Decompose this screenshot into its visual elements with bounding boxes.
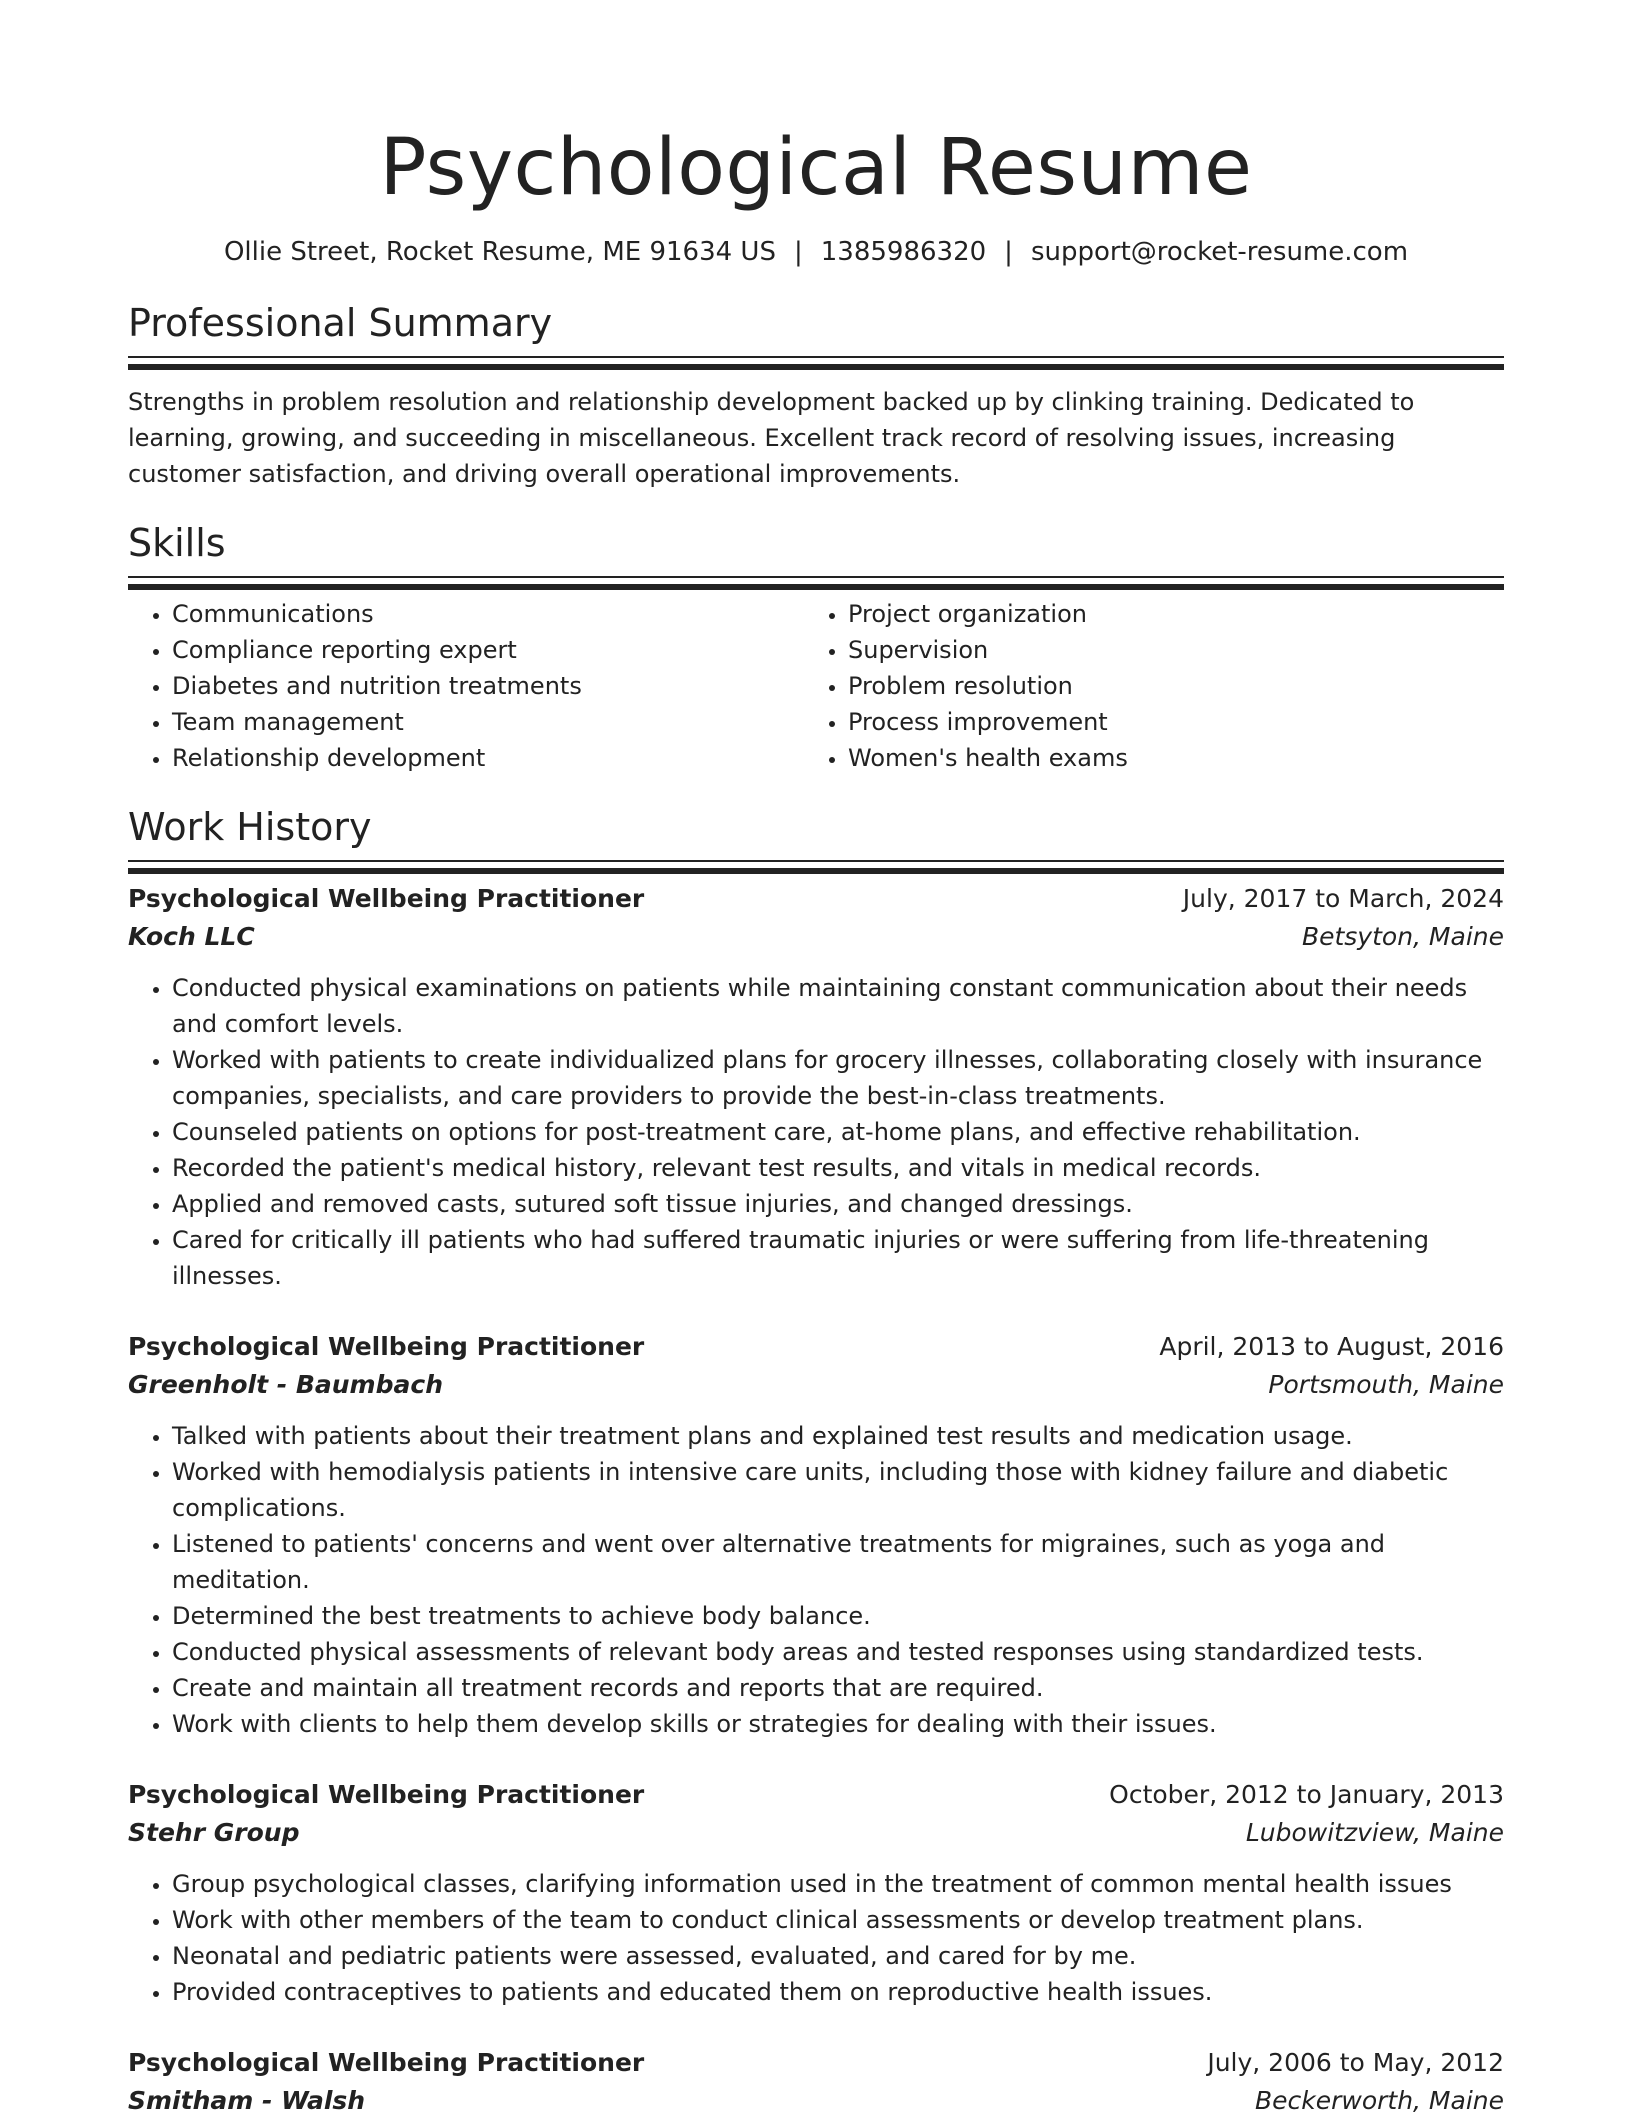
job-dates: April, 2013 to August, 2016 xyxy=(1159,1332,1504,1361)
job-bullet: • Work with clients to help them develop skills or strategies for dealing with their issues. xyxy=(172,1706,1504,1742)
job-header-row xyxy=(128,880,1504,918)
job-bullet: • Work with other members of the team to conduct clinical assessments or develop treatment plans. xyxy=(172,1902,1504,1938)
job-bullet: • Conducted physical examinations on patients while maintaining constant communication about their needs and comfort levels. xyxy=(172,970,1504,1042)
job-bullet: • Applied and removed casts, sutured soft tissue injuries, and changed dressings. xyxy=(172,1186,1504,1222)
job-bullet: • Worked with hemodialysis patients in intensive care units, including those with kidney failure and diabetic complications. xyxy=(172,1454,1504,1526)
job-bullets xyxy=(128,1866,1504,2010)
job-header-row xyxy=(128,2044,1504,2082)
skill-item: • Supervision xyxy=(848,632,1480,668)
job-bullet: • Provided contraceptives to patients and educated them on reproductive health issues. xyxy=(172,1974,1504,2010)
job-bullet: • Talked with patients about their treatment plans and explained test results and medication usage. xyxy=(172,1418,1504,1454)
job-company: Stehr Group xyxy=(128,1818,300,1847)
section-divider xyxy=(128,356,1504,358)
job-bullet: • Listened to patients' concerns and went over alternative treatments for migraines, such as yoga and meditation. xyxy=(172,1526,1504,1598)
skill-item: • Project organization xyxy=(848,596,1480,632)
contact-line xyxy=(128,234,1504,270)
job-bullets xyxy=(128,1418,1504,1742)
skill-item: • Women's health exams xyxy=(848,740,1480,776)
job-location: Portsmouth, Maine xyxy=(1268,1370,1504,1399)
job-entry xyxy=(128,880,1504,1294)
job-company: Smitham - Walsh xyxy=(128,2086,366,2115)
section-divider xyxy=(128,576,1504,578)
skills-list-right xyxy=(804,596,1480,776)
skill-item: • Communications xyxy=(172,596,804,632)
job-dates: July, 2006 to May, 2012 xyxy=(1207,2048,1504,2077)
contact-address: Ollie Street, Rocket Resume, ME 91634 US xyxy=(223,237,776,267)
job-entry xyxy=(128,2044,1504,2120)
job-company: Koch LLC xyxy=(128,922,255,951)
skill-item: • Relationship development xyxy=(172,740,804,776)
job-subheader-row xyxy=(128,1814,1504,1852)
job-title: Psychological Wellbeing Practitioner xyxy=(128,2048,645,2077)
contact-separator: | xyxy=(793,237,803,267)
job-bullet: • Worked with patients to create individualized plans for grocery illnesses, collaborating closely with insurance companies, specialists, and care providers to provide the best-in-class treatments. xyxy=(172,1042,1504,1114)
skill-item: • Team management xyxy=(172,704,804,740)
work-history-section xyxy=(128,802,1504,2120)
job-bullet: • Conducted physical assessments of relevant body areas and tested responses using standardized tests. xyxy=(172,1634,1504,1670)
job-bullets xyxy=(128,970,1504,1294)
job-bullet: • Group psychological classes, clarifying information used in the treatment of common mental health issues xyxy=(172,1866,1504,1902)
job-bullet: • Counseled patients on options for post-treatment care, at-home plans, and effective rehabilitation. xyxy=(172,1114,1504,1150)
job-header-row xyxy=(128,1328,1504,1366)
section-heading-summary: Professional Summary xyxy=(128,301,553,345)
job-entry xyxy=(128,1776,1504,2010)
skill-item: • Diabetes and nutrition treatments xyxy=(172,668,804,704)
job-company: Greenholt - Baumbach xyxy=(128,1370,443,1399)
job-location: Lubowitzview, Maine xyxy=(1245,1818,1504,1847)
skills-section xyxy=(128,518,1504,776)
skill-item: • Compliance reporting expert xyxy=(172,632,804,668)
skill-item: • Problem resolution xyxy=(848,668,1480,704)
job-bullet: • Determined the best treatments to achieve body balance. xyxy=(172,1598,1504,1634)
job-header-row xyxy=(128,1776,1504,1814)
job-dates: October, 2012 to January, 2013 xyxy=(1109,1780,1504,1809)
job-bullet: • Cared for critically ill patients who had suffered traumatic injuries or were suffering from life-threatening illnesses. xyxy=(172,1222,1504,1294)
job-subheader-row xyxy=(128,918,1504,956)
skills-list-left xyxy=(128,596,804,776)
section-divider xyxy=(128,860,1504,862)
section-heading-skills: Skills xyxy=(128,521,226,565)
job-location: Betsyton, Maine xyxy=(1301,922,1504,951)
section-heading-work-history: Work History xyxy=(128,805,372,849)
job-title: Psychological Wellbeing Practitioner xyxy=(128,1332,645,1361)
job-entry xyxy=(128,1328,1504,1742)
skills-columns xyxy=(128,596,1504,776)
summary-text: Strengths in problem resolution and relationship development backed up by clinking training. Dedicated to learning, growing, and succeeding in miscellaneous. Excellent track record of resolving issues, increasing customer satisfaction, and driving overall operational improvements. xyxy=(128,388,1415,488)
job-title: Psychological Wellbeing Practitioner xyxy=(128,1780,645,1809)
resume-page xyxy=(128,0,1504,2120)
job-title: Psychological Wellbeing Practitioner xyxy=(128,884,645,913)
job-bullet: • Recorded the patient's medical history, relevant test results, and vitals in medical records. xyxy=(172,1150,1504,1186)
job-subheader-row xyxy=(128,2082,1504,2120)
job-subheader-row xyxy=(128,1366,1504,1404)
professional-summary-section xyxy=(128,298,1504,492)
job-bullet: • Create and maintain all treatment records and reports that are required. xyxy=(172,1670,1504,1706)
job-bullet: • Neonatal and pediatric patients were assessed, evaluated, and cared for by me. xyxy=(172,1938,1504,1974)
contact-separator: | xyxy=(1004,237,1013,267)
resume-title: Psychological Resume xyxy=(379,123,1253,213)
skill-item: • Process improvement xyxy=(848,704,1480,740)
contact-phone: 1385986320 xyxy=(820,237,987,267)
job-location: Beckerworth, Maine xyxy=(1254,2086,1504,2115)
job-dates: July, 2017 to March, 2024 xyxy=(1182,884,1504,913)
contact-email: support@rocket-resume.com xyxy=(1030,237,1409,267)
